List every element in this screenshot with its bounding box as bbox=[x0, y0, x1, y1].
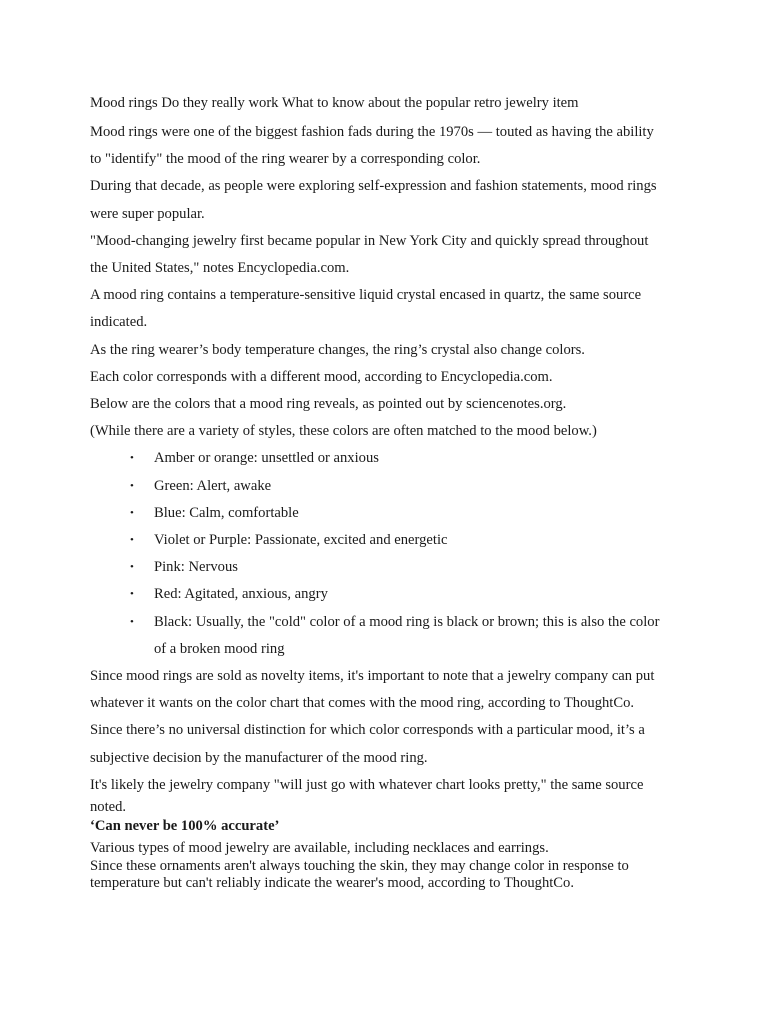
section-heading: ‘Can never be 100% accurate’ bbox=[90, 818, 280, 835]
list-item-text: Violet or Purple: Passionate, excited and energetic bbox=[154, 532, 448, 549]
bullet-icon: • bbox=[130, 615, 134, 628]
list-item bbox=[90, 500, 690, 527]
list-item bbox=[90, 473, 690, 500]
skin-link[interactable]: touching the skin bbox=[303, 857, 405, 874]
list-item-text: Pink: Nervous bbox=[154, 559, 238, 576]
text-line: temperature but can't reliably indicate the wearer's mood, according to ThoughtCo. bbox=[90, 875, 574, 892]
text-line: were super popular. bbox=[90, 205, 205, 222]
text-line: Since there’s no universal distinction for which color corresponds with a particular mood, it’s a bbox=[90, 722, 645, 739]
list-item bbox=[90, 554, 690, 581]
text-line: whatever it wants on the color chart that comes with the mood ring, according to ThoughtCo. bbox=[90, 695, 635, 712]
bullet-icon: • bbox=[130, 479, 134, 492]
text-line: A mood ring contains a temperature-sensitive liquid crystal encased in quartz, the same source bbox=[90, 287, 642, 304]
text-line: "Mood-changing jewelry first became popular in New York City and quickly spread throughout bbox=[90, 232, 649, 249]
document-page bbox=[90, 92, 690, 893]
bullet-icon: • bbox=[130, 588, 134, 601]
text-line: As the ring wearer’s body temperature changes, the ring’s crystal also change colors. bbox=[90, 341, 585, 358]
text-line: indicated. bbox=[90, 314, 148, 331]
list-item-text: Green: Alert, awake bbox=[154, 477, 272, 494]
text-line: Each color corresponds with a different mood, according to Encyclopedia.com. bbox=[90, 368, 553, 385]
text-segment: , they may change color in response to bbox=[404, 857, 629, 874]
after-list-paragraphs bbox=[90, 663, 690, 816]
intro-paragraphs bbox=[90, 119, 690, 445]
list-item-continuation bbox=[90, 636, 690, 663]
text-line: Since mood rings are sold as novelty items, it's important to note that a jewelry company can put bbox=[90, 668, 655, 685]
text-line: Various types of mood jewelry are available, including necklaces and earrings. bbox=[90, 840, 549, 857]
list-item-text: Amber or orange: unsettled or anxious bbox=[154, 450, 379, 467]
list-item-text: Black: Usually, the "cold" color of a mood ring is black or brown; this is also the color bbox=[154, 613, 660, 630]
list-item-text: of a broken mood ring bbox=[154, 640, 285, 657]
list-item-text: Red: Agitated, anxious, angry bbox=[154, 586, 328, 603]
closing-paragraph bbox=[90, 840, 690, 893]
bullet-icon: • bbox=[130, 561, 134, 574]
list-item bbox=[90, 609, 690, 636]
article-title: Mood rings Do they really work What to know about the popular retro jewelry item bbox=[90, 95, 579, 111]
bullet-icon: • bbox=[130, 452, 134, 465]
list-item bbox=[90, 527, 690, 554]
mood-color-list bbox=[90, 445, 690, 663]
bullet-icon: • bbox=[130, 506, 134, 519]
text-line: the United States," notes Encyclopedia.com. bbox=[90, 260, 350, 277]
text-line: (While there are a variety of styles, these colors are often matched to the mood below.) bbox=[90, 423, 597, 440]
text-line: It's likely the jewelry company "will just go with whatever chart looks pretty," the same source bbox=[90, 776, 644, 793]
text-line: subjective decision by the manufacturer of the mood ring. bbox=[90, 749, 428, 766]
list-item-text: Blue: Calm, comfortable bbox=[154, 504, 299, 521]
text-line: to "identify" the mood of the ring wearer by a corresponding color. bbox=[90, 151, 481, 168]
text-segment: Since these ornaments aren't always bbox=[90, 857, 304, 874]
text-line: During that decade, as people were exploring self-expression and fashion statements, mood rings bbox=[90, 178, 657, 195]
text-line: Below are the colors that a mood ring reveals, as pointed out by sciencenotes.org. bbox=[90, 396, 567, 413]
text-line: Mood rings were one of the biggest fashion fads during the 1970s — touted as having the ability bbox=[90, 124, 654, 140]
text-line bbox=[90, 858, 690, 876]
bullet-icon: • bbox=[130, 534, 134, 547]
list-item bbox=[90, 581, 690, 608]
text-line: noted. bbox=[90, 799, 127, 816]
list-item bbox=[90, 445, 690, 472]
